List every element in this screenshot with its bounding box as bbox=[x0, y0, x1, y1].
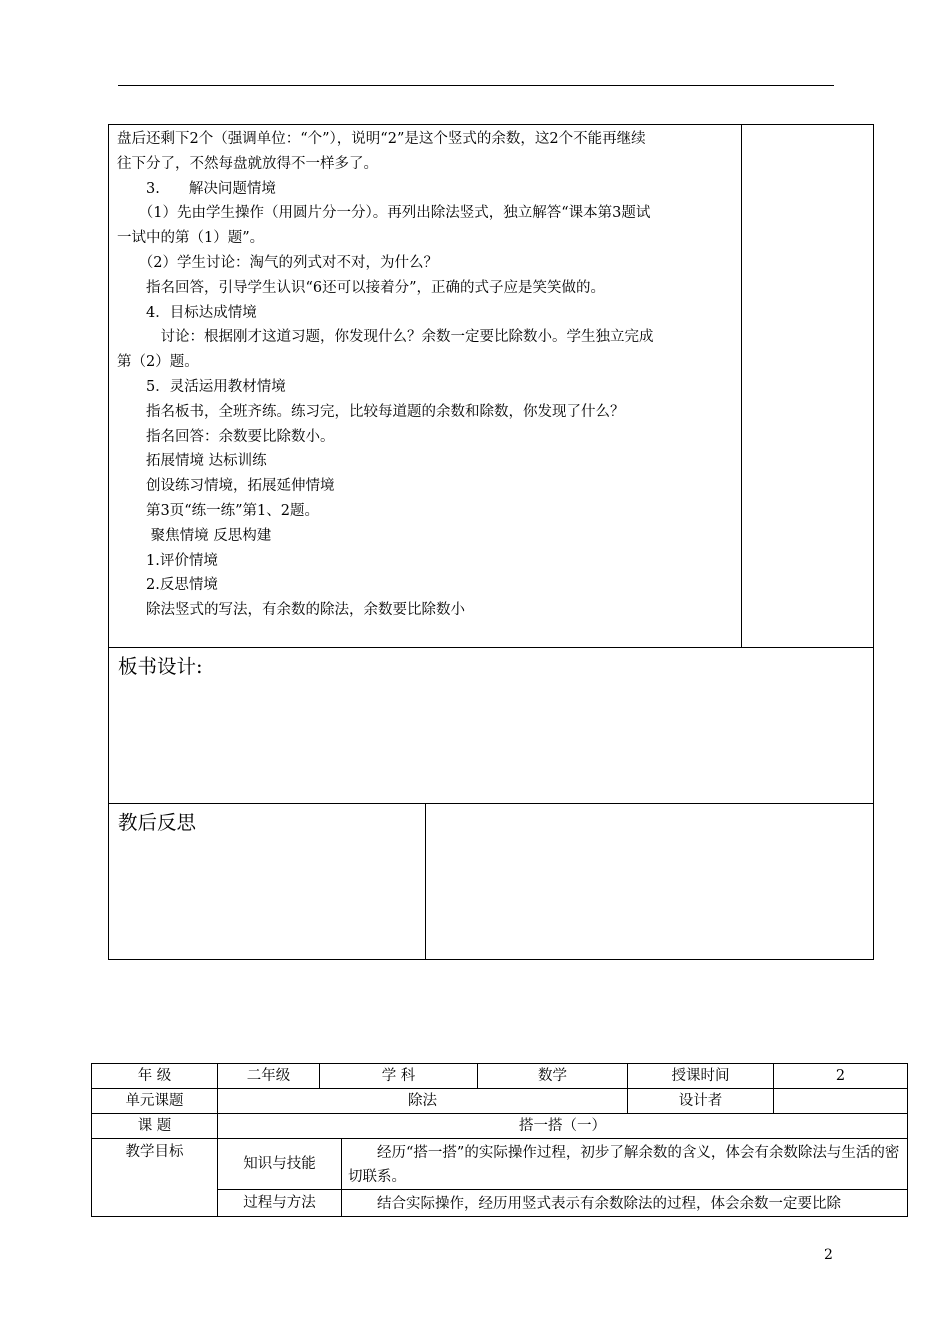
lesson-info-table bbox=[91, 1063, 908, 1217]
lesson-line: 创设练习情境，拓展延伸情境 bbox=[117, 478, 335, 495]
lesson-line: 第3页“练一练”第1、2题。 bbox=[117, 502, 320, 519]
board-design-cell bbox=[109, 648, 874, 804]
lesson-line: 拓展情境 达标训练 bbox=[117, 453, 267, 470]
lesson-line: 除法竖式的写法，有余数的除法，余数要比除数小 bbox=[117, 602, 465, 619]
subject-label: 学 科 bbox=[320, 1064, 478, 1089]
lesson-line: 3. 解决问题情境 bbox=[117, 180, 276, 197]
designer-label: 设计者 bbox=[628, 1089, 774, 1114]
lesson-line: 指名板书，全班齐练。练习完，比较每道题的余数和除数，你发现了什么？ bbox=[117, 403, 625, 420]
designer-value bbox=[774, 1089, 908, 1114]
process-methods-text: 结合实际操作，经历用竖式表示有余数除法的过程，体会余数一定要比除 bbox=[342, 1190, 908, 1217]
topic-value: 搭一搭（一） bbox=[218, 1114, 908, 1139]
header-rule bbox=[118, 85, 834, 86]
page-number: 2 bbox=[824, 1247, 833, 1263]
lesson-line: 讨论：根据刚才这道习题，你发现什么？余数一定要比除数小。学生独立完成 bbox=[117, 329, 654, 346]
lesson-line: （2）学生讨论：淘气的列式对不对，为什么？ bbox=[117, 254, 438, 271]
lesson-line: 聚焦情境 反思构建 bbox=[117, 527, 272, 544]
lesson-notes-cell bbox=[742, 125, 874, 648]
lesson-line: 指名回答：余数要比除数小。 bbox=[117, 428, 335, 445]
class-time-value: 2 bbox=[774, 1064, 908, 1089]
reflection-label-cell bbox=[109, 804, 426, 960]
lesson-line: （1）先由学生操作（用圆片分一分）。再列出除法竖式，独立解答“课本第3题试 bbox=[117, 205, 651, 222]
topic-label: 课 题 bbox=[92, 1114, 218, 1139]
lesson-line: 指名回答，引导学生认识“6还可以接着分”，正确的式子应是笑笑做的。 bbox=[117, 279, 606, 296]
lesson-line: 往下分了，不然每盘就放得不一样多了。 bbox=[117, 155, 378, 172]
lesson-line: 一试中的第（1）题”。 bbox=[117, 230, 265, 247]
board-design-label: 板书设计: bbox=[118, 655, 203, 678]
lesson-line: 第（2）题。 bbox=[117, 354, 199, 371]
lesson-line: 盘后还剩下2个（强调单位：“个”），说明“2”是这个竖式的余数，这2个不能再继续 bbox=[117, 131, 646, 147]
reflection-label: 教后反思 bbox=[118, 811, 197, 834]
teaching-goals-label: 教学目标 bbox=[92, 1139, 218, 1217]
lesson-line: 4．目标达成情境 bbox=[117, 304, 257, 321]
lesson-process-cell bbox=[109, 125, 742, 648]
class-time-label: 授课时间 bbox=[628, 1064, 774, 1089]
subject-value: 数学 bbox=[478, 1064, 628, 1089]
grade-label: 年 级 bbox=[92, 1064, 218, 1089]
unit-label: 单元课题 bbox=[92, 1089, 218, 1114]
lesson-line: 1.评价情境 bbox=[117, 552, 218, 569]
lesson-line: 2.反思情境 bbox=[117, 577, 218, 594]
grade-value: 二年级 bbox=[218, 1064, 320, 1089]
reflection-content-cell bbox=[425, 804, 874, 960]
lesson-table bbox=[108, 124, 874, 960]
unit-value: 除法 bbox=[218, 1089, 628, 1114]
knowledge-skills-label: 知识与技能 bbox=[218, 1139, 342, 1190]
lesson-process-text bbox=[109, 125, 741, 623]
process-methods-label: 过程与方法 bbox=[218, 1190, 342, 1217]
lesson-line: 5．灵活运用教材情境 bbox=[117, 378, 286, 395]
knowledge-skills-text: 经历“搭一搭”的实际操作过程，初步了解余数的含义，体会有余数除法与生活的密切联系。 bbox=[342, 1139, 908, 1190]
